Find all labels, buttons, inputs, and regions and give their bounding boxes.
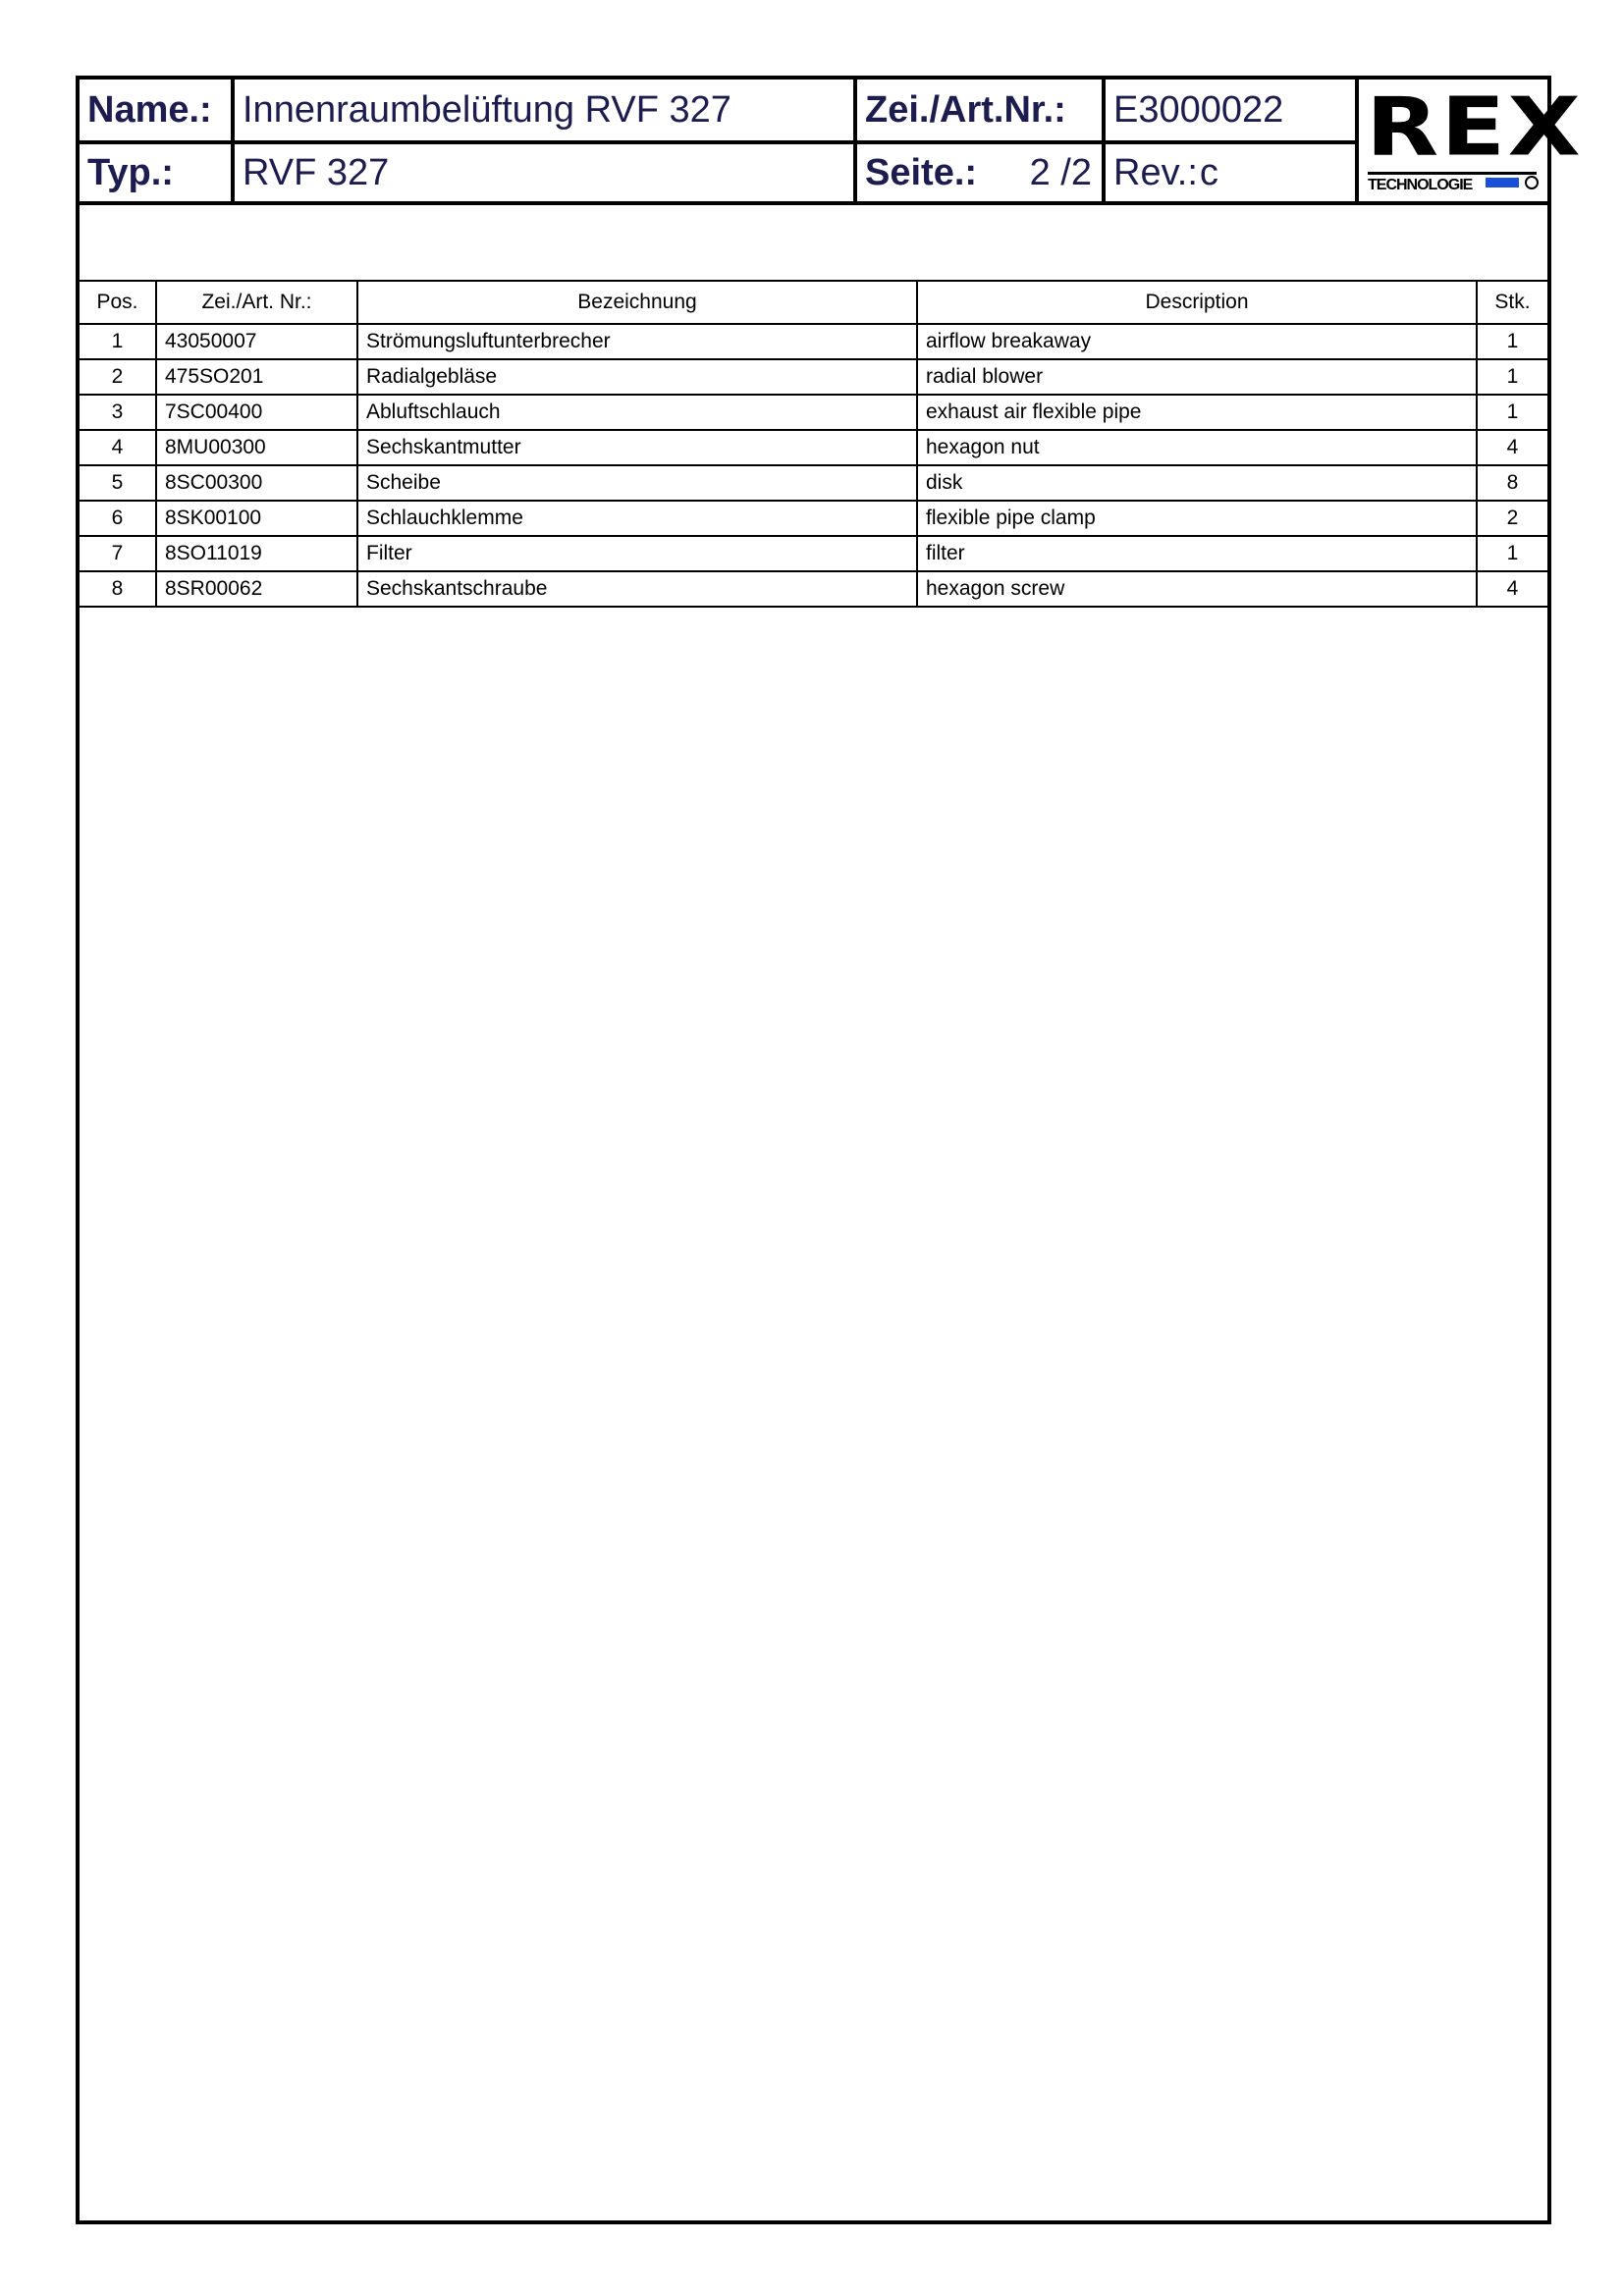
cell-description: hexagon screw [917,571,1477,607]
name-label: Name.: [87,88,212,131]
cell-description: radial blower [917,359,1477,395]
table-row [80,430,1547,465]
cell-qty: 1 [1477,324,1547,359]
table-row [80,571,1547,607]
page-label: Seite.: [865,151,978,193]
cell-bezeichnung: Scheibe [357,465,917,501]
cell-bezeichnung: Sechskantschraube [357,571,917,607]
cell-pos: 4 [80,430,156,465]
art-value: E3000022 [1113,88,1284,131]
cell-art: 8MU00300 [156,430,357,465]
table-header-row [80,281,1547,324]
cell-pos: 2 [80,359,156,395]
table-row [80,324,1547,359]
logo-circle-icon [1525,176,1539,189]
cell-bezeichnung: Strömungsluftunterbrecher [357,324,917,359]
title-block [80,80,1583,205]
logo-brand: REX [1366,80,1583,175]
cell-art: 8SR00062 [156,571,357,607]
cell-qty: 4 [1477,571,1547,607]
cell-pos: 7 [80,536,156,571]
cell-art: 8SC00300 [156,465,357,501]
cell-bezeichnung: Abluftschlauch [357,395,917,430]
cell-art: 475SO201 [156,359,357,395]
cell-qty: 2 [1477,501,1547,536]
cell-art: 8SO11019 [156,536,357,571]
cell-pos: 1 [80,324,156,359]
cell-qty: 1 [1477,395,1547,430]
parts-table [80,280,1547,608]
table-row [80,536,1547,571]
logo-accent-bar [1486,178,1519,187]
cell-bezeichnung: Filter [357,536,917,571]
rev-value: c [1199,151,1218,193]
cell-pos: 6 [80,501,156,536]
logo-bar [1368,172,1537,192]
header-description: Description [917,281,1477,324]
cell-description: exhaust air flexible pipe [917,395,1477,430]
drawing-frame [76,76,1583,2224]
rev-label: Rev.: [1113,151,1198,193]
rex-logo [1366,80,1583,195]
cell-bezeichnung: Sechskantmutter [357,430,917,465]
table-row [80,395,1547,430]
type-label: Typ.: [87,151,174,193]
cell-qty: 8 [1477,465,1547,501]
cell-bezeichnung: Radialgebläse [357,359,917,395]
cell-qty: 1 [1477,536,1547,571]
title-divider [1355,80,1359,201]
header-bezeichnung: Bezeichnung [357,281,917,324]
logo-sub: TECHNOLOGIE [1368,177,1473,193]
page-value: 2 /2 [1029,151,1092,193]
cell-description: flexible pipe clamp [917,501,1477,536]
cell-art: 43050007 [156,324,357,359]
table-row [80,465,1547,501]
cell-description: filter [917,536,1477,571]
table-row [80,501,1547,536]
cell-pos: 3 [80,395,156,430]
cell-description: hexagon nut [917,430,1477,465]
type-value: RVF 327 [243,151,390,193]
header-pos: Pos. [80,281,156,324]
cell-description: airflow breakaway [917,324,1477,359]
header-art: Zei./Art. Nr.: [156,281,357,324]
cell-bezeichnung: Schlauchklemme [357,501,917,536]
table-row [80,359,1547,395]
cell-art: 8SK00100 [156,501,357,536]
name-value: Innenraumbelüftung RVF 327 [243,88,731,131]
art-label: Zei./Art.Nr.: [865,88,1066,131]
cell-pos: 5 [80,465,156,501]
cell-art: 7SC00400 [156,395,357,430]
cell-description: disk [917,465,1477,501]
cell-pos: 8 [80,571,156,607]
cell-qty: 1 [1477,359,1547,395]
cell-qty: 4 [1477,430,1547,465]
header-qty: Stk. [1477,281,1547,324]
